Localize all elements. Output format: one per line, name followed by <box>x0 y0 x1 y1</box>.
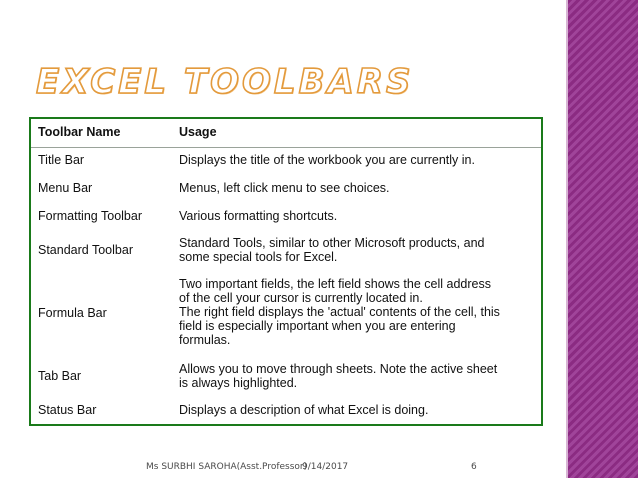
toolbar-table <box>29 117 543 426</box>
footer-author: Ms SURBHI SAROHA(Asst.Professor) <box>146 462 308 472</box>
row-status-bar-usage-line-1: Displays a description of what Excel is doing. <box>179 403 429 417</box>
row-formula-bar-usage-line-3: The right field displays the 'actual' contents of the cell, this <box>179 305 500 319</box>
footer-date: 9/14/2017 <box>302 462 349 472</box>
row-status-bar-name: Status Bar <box>38 403 97 417</box>
slide-title: EXCEL TOOLBARS <box>36 62 414 102</box>
row-title-bar-name: Title Bar <box>38 153 85 167</box>
row-standard-toolbar-usage-line-1: Standard Tools, similar to other Microsoft products, and <box>179 236 485 250</box>
row-tab-bar-name: Tab Bar <box>38 369 82 383</box>
row-formatting-toolbar-usage-line-1: Various formatting shortcuts. <box>179 209 338 223</box>
table-header-row <box>31 119 541 148</box>
row-menu-bar-name: Menu Bar <box>38 181 93 195</box>
header-toolbar-name: Toolbar Name <box>38 125 121 139</box>
header-usage: Usage <box>179 125 217 139</box>
row-formula-bar-usage-line-4: field is especially important when you are entering <box>179 319 456 333</box>
row-tab-bar-usage-line-1: Allows you to move through sheets. Note the active sheet <box>179 362 498 376</box>
row-standard-toolbar-usage-line-2: some special tools for Excel. <box>179 250 338 264</box>
row-formula-bar-usage-line-5: formulas. <box>179 333 231 347</box>
row-formula-bar-usage-line-2: of the cell your cursor is currently located in. <box>179 291 423 305</box>
row-tab-bar-usage-line-2: is always highlighted. <box>179 376 298 390</box>
row-formula-bar-usage-line-1: Two important fields, the left field shows the cell address <box>179 277 491 291</box>
footer-page-number: 6 <box>471 462 477 472</box>
row-standard-toolbar-name: Standard Toolbar <box>38 243 133 257</box>
row-title-bar-usage-line-1: Displays the title of the workbook you are currently in. <box>179 153 475 167</box>
row-formatting-toolbar-name: Formatting Toolbar <box>38 209 142 223</box>
row-menu-bar-usage-line-1: Menus, left click menu to see choices. <box>179 181 390 195</box>
decorative-side-band <box>568 0 638 478</box>
row-formula-bar-name: Formula Bar <box>38 306 107 320</box>
